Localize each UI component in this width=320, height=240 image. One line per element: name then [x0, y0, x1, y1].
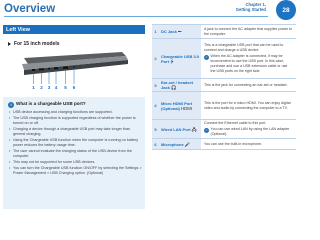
port-name-cell: [159, 25, 201, 39]
row-number: 6: [152, 139, 159, 150]
port-slot: [73, 66, 75, 68]
port-description-cell: [201, 139, 296, 150]
info-heading-row: [8, 101, 86, 108]
port-name-cell: [159, 139, 201, 150]
port-slot: [48, 68, 50, 70]
list-item: • The USB charging function is supported regardless of whether the power is turned on or off.: [9, 116, 143, 127]
ports-table-body: [152, 25, 296, 150]
table-row: [152, 139, 296, 150]
port-name: Chargeable USB 3.0 Port: [161, 53, 200, 64]
dc-jack-icon: ⎓: [177, 29, 182, 34]
list-item: • Charging a device through a chargeable USB port may take longer than general charging.: [9, 127, 143, 138]
port-description-cell: [201, 39, 296, 79]
port-name-cell: [159, 92, 201, 120]
header-divider: [4, 16, 268, 17]
lan-icon: 🖧: [191, 126, 197, 132]
info-heading: What is a chargeable USB port?: [16, 101, 86, 106]
port-description: A jack to connect the AC adapter that supplies power to the computer.: [204, 26, 293, 36]
chapter-label: [236, 2, 266, 12]
section-title: Left View: [6, 26, 31, 33]
callout-number: 2: [40, 85, 43, 90]
note-icon: ✓: [205, 54, 208, 59]
port-name-cell: [159, 120, 201, 139]
section-bar: [3, 25, 145, 34]
list-item: • This may not be supported for some USB devices.: [9, 160, 143, 165]
info-icon: i: [8, 102, 14, 108]
model-label-row: [8, 41, 60, 47]
note-row: [204, 54, 293, 74]
table-row: [152, 92, 296, 120]
callout-number: 1: [32, 85, 35, 90]
port-slot: [63, 67, 68, 69]
port-description-cell: [201, 25, 296, 39]
table-row: [152, 39, 296, 79]
microphone-icon: 🎤: [184, 141, 191, 147]
port-name: Wired LAN Port: [161, 126, 191, 132]
ports-table: [152, 24, 296, 150]
note-text: You can use wired LAN by using the LAN adapter (Optional).: [210, 127, 290, 136]
headset-icon: 🎧: [171, 85, 177, 90]
port-name: Ear-set / headset Jack: [161, 80, 194, 90]
port-description: This is the port for a micro HDMI. You can enjoy digital video and audio by connecting the computer to a TV.: [204, 100, 291, 110]
note-icon: ✓: [205, 127, 208, 132]
table-row: [152, 25, 296, 39]
model-label: For 15 inch models: [14, 41, 60, 47]
row-number: 3: [152, 79, 159, 92]
row-number: 1: [152, 25, 159, 39]
port-description: You can use the built-in microphone.: [204, 141, 263, 146]
usb-icon: ⭍: [170, 58, 174, 64]
page-number-badge: 28: [276, 0, 296, 20]
port-description: This is the jack for connecting an ear-set or headset.: [204, 82, 288, 87]
chapter-number: Chapter 1.: [245, 2, 266, 7]
port-description-cell: [201, 120, 296, 139]
table-row: [152, 79, 296, 92]
port-description: Connect the Ethernet cable to this port.: [204, 121, 267, 125]
list-item: • USB device accessing and charging functions are supported.: [9, 110, 143, 115]
hdmi-icon: HDMI: [181, 105, 192, 111]
note-text: When the AC adapter is connected, it may be inconvenient to use the USB port. In this case, purchase and use a USB extension cable or use the USB ports on the right side.: [210, 54, 288, 73]
port-name: DC Jack: [161, 29, 177, 34]
callout-number: 4: [54, 85, 58, 90]
port-name-cell: [159, 79, 201, 92]
port-slot: [54, 67, 58, 69]
port-slot: [32, 69, 35, 71]
row-number: 2: [152, 39, 159, 79]
list-item: • The user cannot evaluate the charging status of the USB device from the computer.: [9, 149, 143, 160]
callout-number: 5: [64, 85, 67, 90]
port-description: This is a chargeable USB port that can be used to connect and charge a USB device.: [204, 43, 284, 52]
list-item: • You can turn the Chargeable USB function ON/OFF by selecting the Settings > Power Management > USB Charging option. (Optional): [9, 166, 143, 177]
usb-info-box: [3, 97, 145, 209]
port-slot: [39, 68, 44, 70]
row-number: 5: [152, 120, 159, 139]
list-item: • Using the Chargeable USB function when the computer is running on battery power reduces the battery usage time.: [9, 138, 143, 149]
port-description-cell: [201, 92, 296, 120]
page-title: Overview: [4, 3, 56, 15]
laptop-left-view-illustration: [18, 50, 130, 96]
port-description-cell: [201, 79, 296, 92]
page-header: [0, 0, 300, 20]
callout-number: 3: [47, 85, 51, 90]
note-row: [204, 127, 293, 137]
port-name-cell: [159, 39, 201, 79]
table-row: [152, 120, 296, 139]
info-list: [9, 110, 143, 177]
row-number: 4: [152, 92, 159, 120]
port-name: Microphone: [161, 141, 184, 147]
callout-number: 6: [72, 85, 76, 90]
port-name: Micro HDMI Port (Optional): [161, 100, 193, 111]
laptop-drawing: [18, 50, 130, 96]
chapter-title: Getting Started: [235, 7, 266, 12]
arrow-right-icon: [8, 42, 11, 46]
